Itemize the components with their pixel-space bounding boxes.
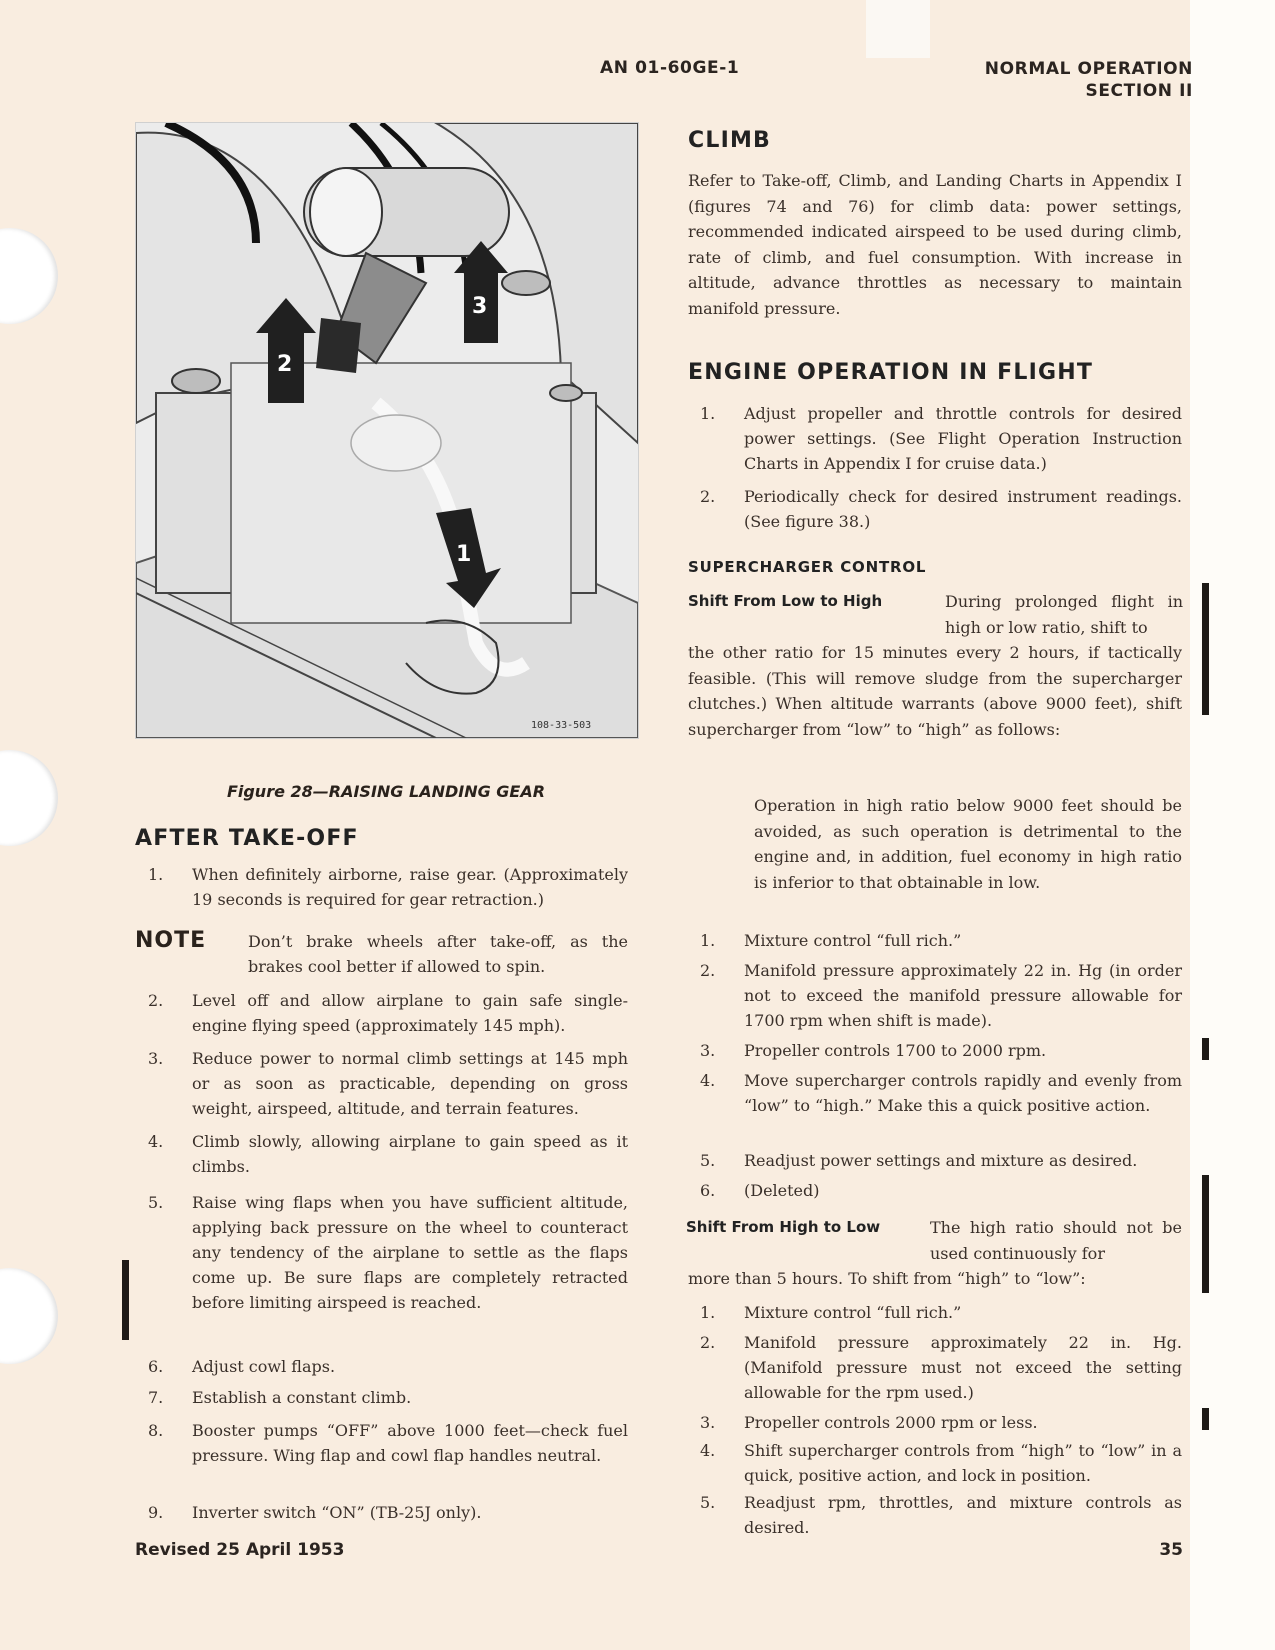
heading-supercharger: SUPERCHARGER CONTROL — [688, 558, 927, 576]
low-to-high-paragraph: the other ratio for 15 minutes every 2 hours, if tactically feasible. (This will remove sludge from the supercharger clutches.) When altitude warrants (above 9000 feet), shift supercharger from “low” to “high” as follows: — [688, 643, 1182, 739]
list-item: 2. Level off and allow airplane to gain safe single-engine flying speed (approximately 145 mph). — [148, 991, 628, 1035]
heading-climb: CLIMB — [688, 128, 772, 153]
list-item: 4. Shift supercharger controls from “high” to “low” in a quick, positive action, and lock in position. — [700, 1441, 1182, 1485]
figure-ref-code: 108-33-503 — [531, 720, 592, 731]
page-margin — [1190, 0, 1275, 1650]
note-text: Don’t brake wheels after take-off, as the brakes cool better if allowed to spin. — [248, 932, 628, 976]
list-item: 5. Readjust rpm, throttles, and mixture controls as desired. — [700, 1493, 1182, 1537]
subheading-low-to-high: Shift From Low to High — [688, 592, 883, 610]
change-bar — [122, 1260, 129, 1340]
list-item: 4. Move supercharger controls rapidly and evenly from “low” to “high.” Make this a quick positive action. — [700, 1071, 1182, 1115]
figure-caption: Figure 28—RAISING LANDING GEAR — [226, 782, 546, 801]
arrow-label-3: 3 — [472, 294, 488, 319]
list-item: 2. Manifold pressure approximately 22 in. Hg. (Manifold pressure must not exceed the setting allowable for the rpm used.) — [700, 1333, 1182, 1402]
list-item: 3. Propeller controls 1700 to 2000 rpm. — [700, 1041, 1047, 1060]
list-item: 6. (Deleted) — [700, 1181, 820, 1200]
list-item: 5. Raise wing flaps when you have sufficient altitude, applying back pressure on the wheel to counteract any tendency of the airplane to settle as the flaps come up. Be sure flaps are completely retracted before limiting airspeed is reached. — [148, 1193, 628, 1312]
section-number: SECTION II — [1085, 81, 1193, 101]
list-item: 3. Reduce power to normal climb settings at 145 mph or as soon as practicable, depending on gross weight, airspeed, altitude, and terrain features. — [148, 1049, 628, 1118]
list-item: 2. Manifold pressure approximately 22 in. Hg (in order not to exceed the manifold pressure allowable for 1700 rpm when shift is made). — [700, 961, 1182, 1030]
section-title: NORMAL OPERATION — [984, 59, 1193, 79]
high-to-low-lead: The high ratio should not be used continuously for — [930, 1218, 1182, 1263]
section-header — [985, 58, 1193, 102]
arrow-label-2: 2 — [277, 352, 293, 377]
list-item: 4. Climb slowly, allowing airplane to gain speed as it climbs. — [148, 1132, 628, 1176]
revision-date: Revised 25 April 1953 — [135, 1540, 345, 1560]
low-to-high-lead: During prolonged flight in high or low ratio, shift to — [945, 592, 1183, 637]
change-bar — [1202, 1408, 1209, 1430]
paper-tab — [866, 0, 930, 58]
list-item: 3. Propeller controls 2000 rpm or less. — [700, 1413, 1038, 1432]
landing-gear-illustration — [135, 122, 639, 739]
high-to-low-paragraph: more than 5 hours. To shift from “high” to “low”: — [688, 1269, 1086, 1288]
heading-after-takeoff: AFTER TAKE-OFF — [135, 826, 359, 851]
list-item: 8. Booster pumps “OFF” above 1000 feet—check fuel pressure. Wing flap and cowl flap handles neutral. — [148, 1421, 628, 1465]
subheading-high-to-low: Shift From High to Low — [686, 1218, 881, 1236]
list-item: 1. When definitely airborne, raise gear. (Approximately 19 seconds is required for gear retraction.) — [148, 865, 628, 909]
list-item: 2. Periodically check for desired instrument readings. (See figure 38.) — [700, 487, 1182, 531]
caution-paragraph: Operation in high ratio below 9000 feet should be avoided, as such operation is detrimental to the engine and, in addition, fuel economy in high ratio is inferior to that obtainable in low. — [754, 796, 1182, 892]
climb-paragraph: Refer to Take-off, Climb, and Landing Charts in Appendix I (figures 74 and 76) for climb data: power settings, recommended indicated airspeed to be used during climb, rate of climb, and fuel consumption. With increase in altitude, advance throttles as necessary to maintain manifold pressure. — [688, 171, 1182, 318]
arrow-label-1: 1 — [456, 542, 472, 567]
list-item: 1. Mixture control “full rich.” — [700, 1303, 962, 1322]
doc-number: AN 01-60GE-1 — [600, 58, 740, 78]
change-bar — [1202, 1038, 1209, 1060]
list-item: 6. Adjust cowl flaps. — [148, 1357, 336, 1376]
page-number: 35 — [1159, 1540, 1183, 1560]
list-item: 1. Adjust propeller and throttle controls for desired power settings. (See Flight Operation Instruction Charts in Appendix I for cruise data.) — [700, 404, 1182, 473]
note-label: NOTE — [135, 928, 207, 953]
list-item: 1. Mixture control “full rich.” — [700, 931, 962, 950]
change-bar — [1202, 583, 1209, 715]
heading-engine-operation: ENGINE OPERATION IN FLIGHT — [688, 360, 1094, 385]
list-item: 5. Readjust power settings and mixture as desired. — [700, 1151, 1138, 1170]
list-item: 7. Establish a constant climb. — [148, 1388, 412, 1407]
change-bar — [1202, 1175, 1209, 1293]
list-item: 9. Inverter switch “ON” (TB-25J only). — [148, 1503, 482, 1522]
